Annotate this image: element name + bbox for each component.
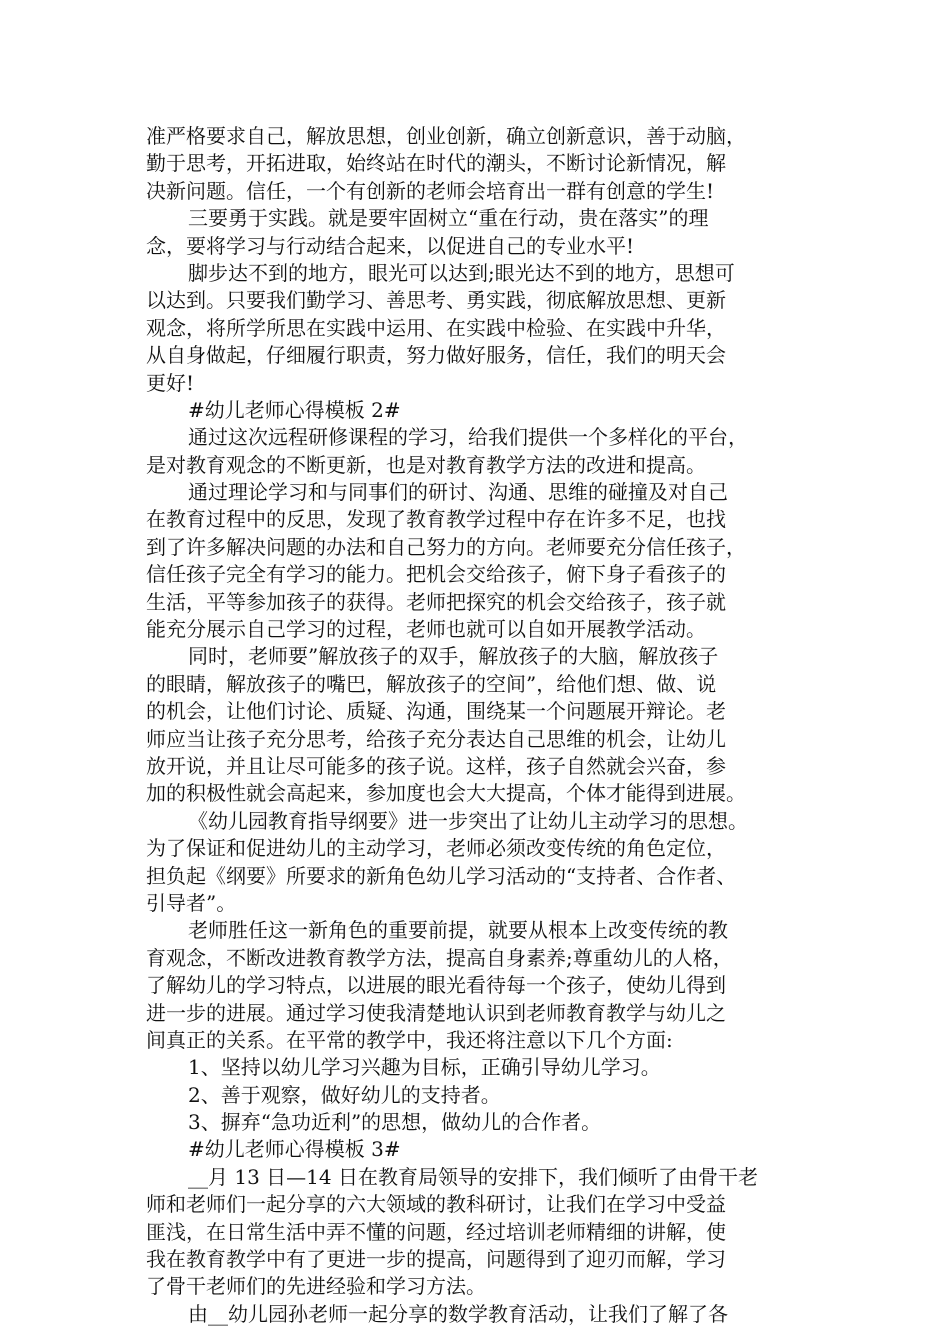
text-line: 1、坚持以幼儿学习兴趣为目标，正确引导幼儿学习。: [188, 1055, 661, 1080]
text-line: 我在教育教学中有了更进一步的提高，问题得到了迎刃而解，学习: [146, 1247, 726, 1272]
text-line: 生活，平等参加孩子的获得。老师把探究的机会交给孩子，孩子就: [146, 589, 726, 614]
text-line: 育观念，不断改进教育教学方法，提高自身素养;尊重幼儿的人格，: [146, 945, 733, 970]
text-line: 观念，将所学所思在实践中运用、在实践中检验、在实践中升华，: [146, 315, 726, 340]
text-line: 间真正的关系。在平常的教学中，我还将注意以下几个方面:: [146, 1027, 673, 1052]
text-line: 了解幼儿的学习特点，以进展的眼光看待每一个孩子，使幼儿得到: [146, 973, 726, 998]
text-line: 通过这次远程研修课程的学习，给我们提供一个多样化的平台，: [188, 425, 748, 450]
text-line: 担负起《纲要》所要求的新角色幼儿学习活动的“支持者、合作者、: [146, 863, 737, 888]
text-line: 决新问题。信任，一个有创新的老师会培育出一群有创意的学生!: [146, 178, 715, 203]
text-line: 从自身做起，仔细履行职责，努力做好服务，信任，我们的明天会: [146, 343, 726, 368]
section-heading: #幼儿老师心得模板 2#: [188, 397, 401, 422]
text-line: 放开说，并且让尽可能多的孩子说。这样，孩子自然就会兴奋，参: [146, 753, 726, 778]
text-line: 匪浅，在日常生活中弄不懂的问题，经过培训老师精细的讲解，使: [146, 1219, 726, 1244]
text-line: 进一步的进展。通过学习使我清楚地认识到老师教育教学与幼儿之: [146, 1000, 726, 1025]
text-line: 老师胜任这一新角色的重要前提，就要从根本上改变传统的教: [188, 918, 728, 943]
text-line: 了骨干老师们的先进经验和学习方法。: [146, 1274, 486, 1299]
text-line: 同时，老师要”解放孩子的双手，解放孩子的大脑，解放孩子: [188, 644, 719, 669]
text-line: 脚步达不到的地方，眼光可以达到;眼光达不到的地方，思想可: [188, 260, 735, 285]
section-heading: #幼儿老师心得模板 3#: [188, 1137, 401, 1162]
text-line: 为了保证和促进幼儿的主动学习，老师必须改变传统的角色定位，: [146, 836, 726, 861]
text-line: 到了许多解决问题的办法和自己努力的方向。老师要充分信任孩子，: [146, 534, 746, 559]
text-line: 以达到。只要我们勤学习、善思考、勇实践，彻底解放思想、更新: [146, 288, 726, 313]
text-line: __月 13 日—14 日在教育局领导的安排下，我们倾听了由骨干老: [188, 1164, 758, 1189]
text-line: 师和老师们一起分享的六大领域的教科研讨，让我们在学习中受益: [146, 1192, 726, 1217]
text-line: 勤于思考，开拓进取，始终站在时代的潮头，不断讨论新情况，解: [146, 151, 726, 176]
text-line: 是对教育观念的不断更新，也是对教育教学方法的改进和提高。: [146, 452, 706, 477]
text-line: 能充分展示自己学习的过程，老师也就可以自如开展教学活动。: [146, 617, 706, 642]
text-line: 引导者”。: [146, 890, 237, 915]
text-line: 在教育过程中的反思，发现了教育教学过程中存在许多不足，也找: [146, 507, 726, 532]
text-line: 的机会，让他们讨论、质疑、沟通，围绕某一个问题展开辩论。老: [146, 699, 726, 724]
text-line: 信任孩子完全有学习的能力。把机会交给孩子，俯下身子看孩子的: [146, 562, 726, 587]
text-line: 加的积极性就会高起来，参加度也会大大提高，个体才能得到进展。: [146, 781, 746, 806]
text-line: 念，要将学习与行动结合起来，以促进自己的专业水平!: [146, 233, 635, 258]
text-line: 通过理论学习和与同事们的研讨、沟通、思维的碰撞及对自己: [188, 480, 728, 505]
text-line: 准严格要求自己，解放思想，创业创新，确立创新意识，善于动脑，: [146, 124, 746, 148]
document-body: [146, 123, 818, 1328]
text-line: 三要勇于实践。就是要牢固树立“重在行动，贵在落实”的理: [188, 206, 709, 231]
text-line: 《幼儿园教育指导纲要》进一步突出了让幼儿主动学习的思想。: [188, 808, 748, 833]
text-line: 2、善于观察，做好幼儿的支持者。: [188, 1082, 501, 1107]
text-line: 由__幼儿园孙老师一起分享的数学教育活动，让我们了解了各: [188, 1301, 728, 1326]
text-line: 更好!: [146, 370, 195, 395]
text-line: 师应当让孩子充分思考，给孩子充分表达自己思维的机会，让幼儿: [146, 726, 726, 751]
text-line: 的眼睛，解放孩子的嘴巴，解放孩子的空间”，给他们想、做、说: [146, 671, 717, 696]
text-line: 3、摒弃“急功近利”的思想，做幼儿的合作者。: [188, 1110, 602, 1135]
